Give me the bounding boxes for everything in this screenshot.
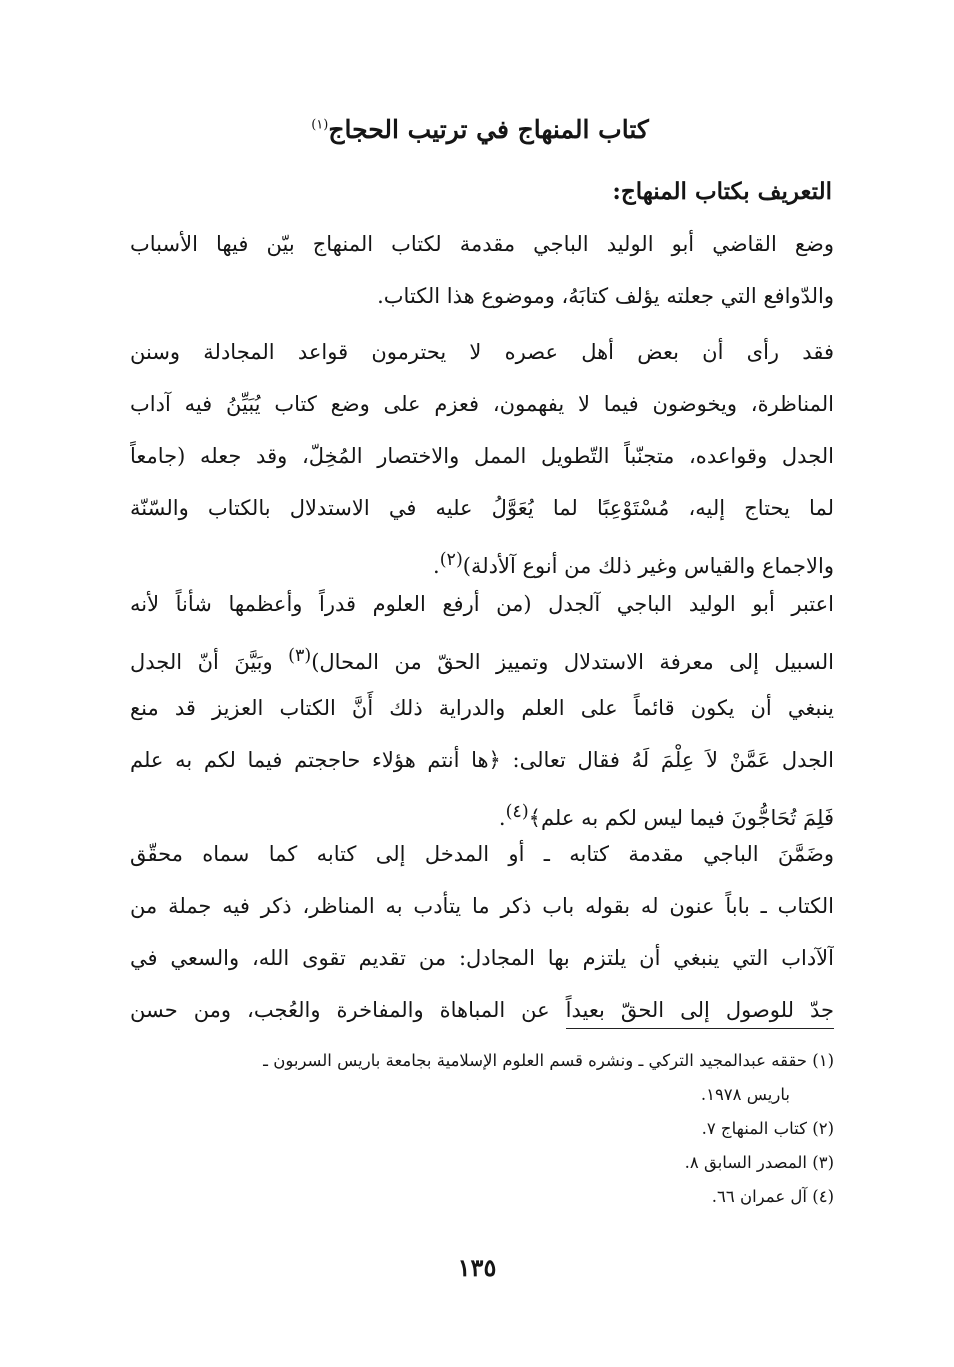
footnote-1-continuation: باريس ١٩٧٨. bbox=[700, 1085, 790, 1104]
title-text: كتاب المنهاج في ترتيب الحجاج bbox=[328, 115, 649, 144]
section-heading: التعريف بكتاب المنهاج: bbox=[612, 178, 832, 205]
footnote-text: كتاب المنهاج ٧. bbox=[701, 1119, 807, 1138]
footnote-number: (٣) bbox=[812, 1153, 834, 1172]
paragraph-line: الكتاب ـ باباً عنون له بقوله باب ذكر ما يتأدب به المناظر، ذكر فيه جملة من bbox=[130, 894, 834, 918]
footnote-ref: (٤) bbox=[505, 802, 529, 822]
footnote-2 bbox=[130, 1112, 834, 1146]
line-end: . bbox=[498, 806, 506, 830]
paragraph-line: وضع القاضي أبو الوليد الباجي مقدمة لكتاب المنهاج بيّن فيها الأسباب bbox=[130, 232, 834, 256]
paragraph-line bbox=[130, 630, 834, 682]
title-footnote-ref: (١) bbox=[311, 117, 329, 133]
paragraph-line: آلآداب التي ينبغي أن يلتزم بها المجادل: من تقديم تقوى الله، والسعي في bbox=[130, 946, 834, 970]
footnote-ref: (٣) bbox=[288, 646, 312, 666]
line-text: والاجماع والقياس وغير ذلك من أنوع آلأدلة) bbox=[462, 554, 834, 578]
paragraph-line: الجدل عَمَّنْ لاَ عِلْمَ لَهُ فقال تعالى: ﴿ها أنتم هؤلاء حاججتم فيما لكم به علم bbox=[130, 748, 834, 772]
line-text: فَلِمَ تُحَاجُّونَ فيما ليس لكم به علم﴾ bbox=[528, 806, 834, 830]
paragraph-line: فقد رأى أن بعض أهل عصره لا يحترمون قواعد المجادلة وسنن bbox=[130, 340, 834, 364]
footnote-number: (١) bbox=[812, 1051, 834, 1070]
paragraph-line: وضَمَّنَ الباجي مقدمة كتابه ـ أو المدخل إلى كتابه كما سماه محقّق bbox=[130, 842, 834, 866]
paragraph-line: المناظرة، ويخوضون فيما لا يفهمون، فعزم على وضع كتاب يُبَيِّنُ فيه آداب bbox=[130, 392, 834, 416]
paragraph-4 bbox=[130, 828, 834, 1036]
footnote-1 bbox=[130, 1044, 834, 1078]
paragraph-line: الجدل وقواعده، متجنّباً التّطويل الممل والاختصار المُخِلّ، وقد جعله (جامعاً bbox=[130, 444, 834, 468]
paragraph-line: ينبغي أن يكون قائماً على العلم والدراية ذلك أَنَّ الكتاب العزيز قد منع bbox=[130, 696, 834, 720]
footnote-text: المصدر السابق ٨. bbox=[684, 1153, 807, 1172]
paragraph-2 bbox=[130, 326, 834, 586]
paragraph-1 bbox=[130, 218, 834, 322]
footnote-separator bbox=[566, 1028, 834, 1029]
footnote-number: (٤) bbox=[812, 1187, 834, 1206]
paragraph-3 bbox=[130, 578, 834, 838]
line-end: . bbox=[433, 554, 440, 578]
footnote-text: آل عمران ٦٦. bbox=[711, 1187, 807, 1206]
paragraph-line: والدّوافع التي جعلته يؤلف كتابَهُ، وموضوع هذا الكتاب. bbox=[377, 284, 834, 308]
line-text: السبيل إلى معرفة الاستدلال وتمييز الحقّ من المحال) bbox=[311, 650, 834, 674]
footnote-ref: (٢) bbox=[439, 550, 463, 570]
paragraph-line: جدّ للوصول إلى الحقّ بعيداً عن المباهاة والمفاخرة والعُجب، ومن حسن bbox=[130, 998, 834, 1022]
footnote-number: (٢) bbox=[812, 1119, 834, 1138]
footnote-text: حققه عبدالمجيد التركي ـ ونشره قسم العلوم الإسلامية بجامعة باريس السربون ـ bbox=[263, 1051, 807, 1070]
footnote-3 bbox=[130, 1146, 834, 1180]
paragraph-line: لما يحتاج إليه، مُسْتَوْعِبًا لما يُعَوَّلُ عليه في الاستدلال بالكتاب والسّنّة bbox=[130, 496, 834, 520]
page-number: ١٣٥ bbox=[457, 1253, 497, 1282]
line-text: وبَيَّنَ أنّ الجدل bbox=[130, 650, 273, 674]
footnote-4 bbox=[130, 1180, 834, 1214]
paragraph-line: اعتبر أبو الوليد الباجي آلجدل (من أرفع العلوم قدراً وأعظمها شأناً لأنه bbox=[130, 592, 834, 616]
footnotes bbox=[130, 1044, 834, 1214]
page-title bbox=[130, 108, 830, 152]
